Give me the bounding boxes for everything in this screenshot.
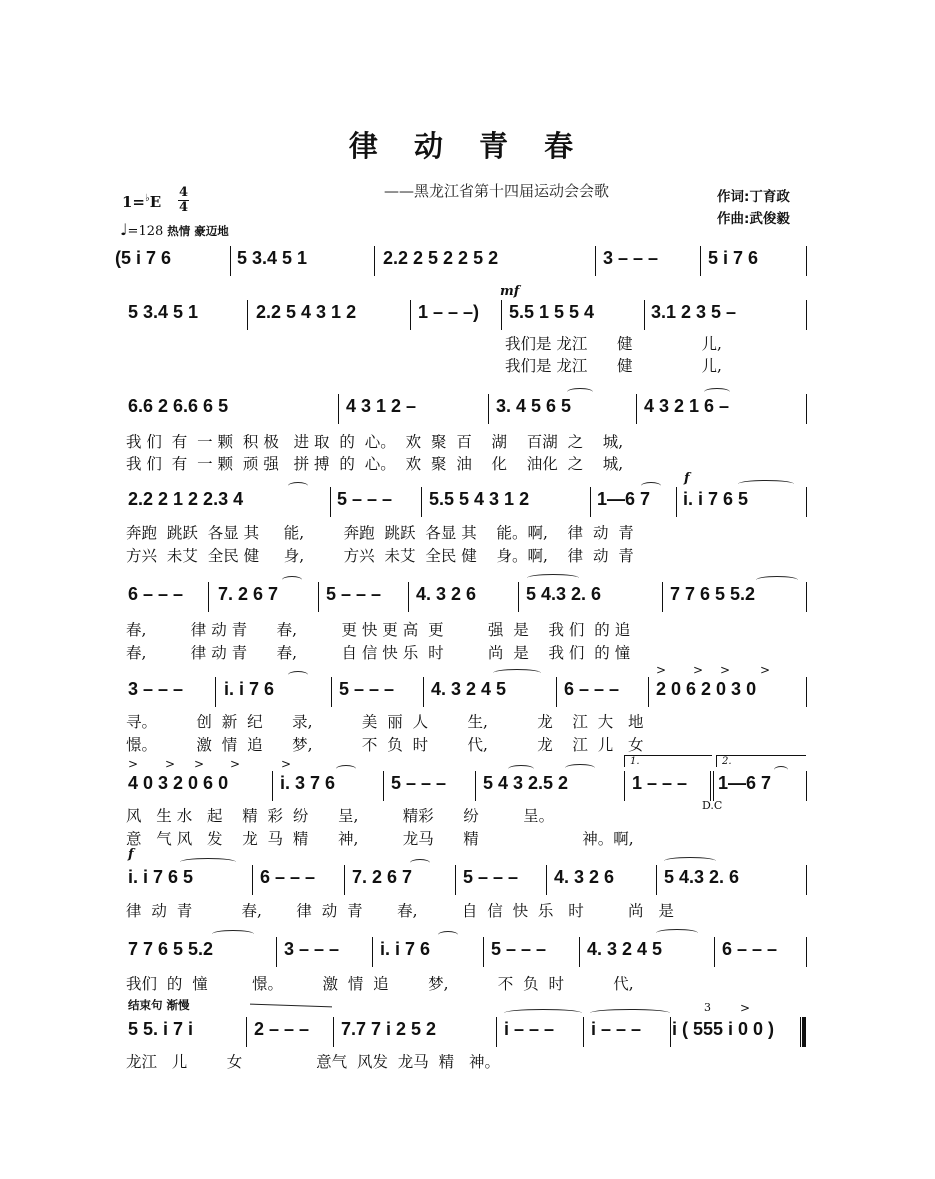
measure: 5 3.4 5 1: [237, 248, 308, 268]
measure: 7. 2 6 7: [352, 867, 413, 887]
measure: i. i 7 6 5: [128, 867, 194, 887]
measure: 5 4.3 2. 6: [526, 584, 602, 604]
measure: 1—6 7: [718, 773, 772, 793]
lyrics-verse-1: 春, 律 动 青 春, 更 快 更 高 更 强 是 我 们 的 追: [126, 621, 631, 639]
volta-1: 1.: [624, 755, 712, 767]
measure: 5 – – –: [463, 867, 519, 887]
measure: 1 – – –: [632, 773, 688, 793]
lyrics-verse-2: 我 们 有 一 颗 顽 强 拼 搏 的 心。 欢 聚 油 化 油化 之 城,: [126, 455, 624, 473]
flat-icon: ♭: [145, 193, 150, 204]
measure: 2.2 2 1 2 2.3 4: [128, 489, 244, 509]
measure: 5 – – –: [391, 773, 447, 793]
measure: 3. 4 5 6 5: [496, 396, 572, 416]
da-capo: D.C: [702, 799, 723, 812]
tempo-marking: ♩=128 热情 豪迈地: [120, 220, 229, 239]
measure: 6 – – –: [564, 679, 620, 699]
measure: 5.5 5 4 3 1 2: [429, 489, 530, 509]
measure: 3 – – –: [603, 248, 659, 268]
measure: 7.7 7 i 2 5 2: [341, 1019, 437, 1039]
measure: 1 – – –): [418, 302, 480, 322]
measure: i – – –: [504, 1019, 555, 1039]
measure: 6 – – –: [260, 867, 316, 887]
dynamic-f: f: [128, 847, 134, 862]
measure: i. 3 7 6: [280, 773, 336, 793]
lyrics-verse-1: 我 们 有 一 颗 积 极 进 取 的 心。 欢 聚 百 湖 百湖 之 城,: [126, 433, 624, 451]
triplet-marker: 3: [704, 1001, 711, 1014]
measure: 4 0 3 2 0 6 0: [128, 773, 229, 793]
lyrics-verse-2: 我们是 龙江 健 儿,: [505, 357, 722, 375]
measure: i. i 7 6: [224, 679, 275, 699]
song-title: 律 动 青 春: [348, 129, 587, 163]
lyrics-verse-2: 春, 律 动 青 春, 自 信 快 乐 时 尚 是 我 们 的 憧: [126, 644, 631, 662]
measure: 7 7 6 5 5.2: [670, 584, 756, 604]
measure: 4. 3 2 4 5: [431, 679, 507, 699]
measure: 5 – – –: [491, 939, 547, 959]
measure: 7 7 6 5 5.2: [128, 939, 214, 959]
measure: 3 – – –: [284, 939, 340, 959]
measure: 5 i 7 6: [708, 248, 759, 268]
measure: 5 4.3 2. 6: [664, 867, 740, 887]
measure: 6.6 2 6.6 6 5: [128, 396, 229, 416]
final-barline: [800, 1017, 806, 1047]
measure: i. i 7 6 5: [683, 489, 749, 509]
time-signature: 4 4: [178, 185, 189, 215]
decrescendo-hairpin: [250, 1004, 332, 1017]
measure: (5 i 7 6: [115, 248, 172, 268]
lyrics-verse-1: 我们是 龙江 健 儿,: [505, 335, 722, 353]
measure: i – – –: [591, 1019, 642, 1039]
measure: 5 – – –: [326, 584, 382, 604]
lyrics-verse-1: 龙江 儿 女 意气 风发 龙马 精 神。: [126, 1053, 500, 1071]
lyricist: 作词:丁育政: [717, 189, 790, 205]
measure: 5 3.4 5 1: [128, 302, 199, 322]
measure: 4. 3 2 6: [416, 584, 477, 604]
lyrics-verse-2: 憬。 激 情 追 梦, 不 负 时 代, 龙 江 儿 女: [126, 736, 644, 754]
song-subtitle: ——黑龙江省第十四届运动会会歌: [384, 182, 610, 200]
measure: i ( 555 i 0 0 ): [672, 1019, 775, 1039]
measure: 5 – – –: [337, 489, 393, 509]
credits: [717, 186, 790, 230]
measure: 4. 3 2 4 5: [587, 939, 663, 959]
measure: 7. 2 6 7: [218, 584, 279, 604]
measure: 6 – – –: [128, 584, 184, 604]
lyrics-verse-1: 我们 的 憧 憬。 激 情 追 梦, 不 负 时 代,: [126, 975, 634, 993]
lyrics-verse-1: 奔跑 跳跃 各显 其 能, 奔跑 跳跃 各显 其 能。啊, 律 动 青: [126, 524, 634, 542]
composer: 作曲:武俊毅: [717, 211, 790, 227]
measure: 1—6 7: [597, 489, 651, 509]
measure: 2 0 6 2 0 3 0: [656, 679, 757, 699]
measure: i. i 7 6: [380, 939, 431, 959]
volta-2: 2.: [716, 755, 806, 767]
sheet-music-page: 律 动 青 春 ——黑龙江省第十四届运动会会歌 作词:丁育政 作曲:武俊毅 1=♭E 4 4 ♩=128 热情 豪迈地 (5 i 7 6 5 3.4 5 1 2.2 2 5 2 2 5 2 3 – – – 5 i 7 6 mf 5 3.4 5 1 2.2 5 4 3 1 2 1 – – –) 5.5 1 5 5 4 3.1 2 3 5 – 我们是 龙江 健 儿, 我们是 龙江 健 儿, 6.6 2 6.6 6 5 4 3 1 2 – 3. 4 5 6 5 4 3 2 1 6 – 我 们 有 一 颗 积 极 进 取 的 心。 欢 聚 百 湖 百湖 之 城, 我 们 有 一 颗 顽 强 拼 搏 的 心。 欢 聚 油 化 油化 之 城, f 2.2 2 1 2 2.3 4 5 – – – 5.5 5 4 3 1 2 1—6 7 i. i 7 6 5 奔跑 跳跃 各显 其 能, 奔跑 跳跃 各显 其 能。啊, 律 动 青 方兴 未艾 全民 健 身, 方兴 未艾 全民 健 身。啊, 律 动 青 6 – – – 7. 2 6 7 5 – – – 4. 3 2 6 5 4.3 2. 6 7 7 6 5 5.2 春, 律 动 青 春, 更 快 更 高 更 强 是 我 们 的 追 春, 律 动 青 春, 自 信 快 乐 时 尚 是 我 们 的 憧 > > > > 3 – – – i. i 7 6 5 – – – 4. 3 2 4 5 6 – – – 2 0 6 2 0 3 0 寻。 创 新 纪 录, 美 丽 人 生, 龙 江 大 地 憬。 激 情 追 梦, 不 负 时 代, 龙 江 儿 女 > > > > > 1. 2. D.C 4 0 3 2 0 6 0 i. 3 7 6 5 – – – 5 4 3 2.5 2 1 – – – 1—6 7 风 生 水 起 精 彩 纷 呈, 精彩 纷 呈。 意 气 风 发 龙 马 精 神, 龙马 精 神。啊, f i. i 7 6 5 6 – – – 7. 2 6 7 5 – – – 4. 3 2 6 5 4.3 2. 6 律 动 青 春, 律 动 青 春, 自 信 快 乐 时 尚 是 7 7 6 5 5.2 3 – – – i. i 7 6 5 – – – 4. 3 2 4 5 6 – – – 我们 的 憧 憬。 激 情 追 梦, 不 负 时 代, 结束句 渐慢 3 > 5 5. i 7 i 2 – – – 7.7 7 i 2 5 2 i – – – i – – – i ( 555 i 0 0 ) 龙江 儿 女 意气 风发 龙马 精 神。: [0, 0, 935, 1179]
measure: 4. 3 2 6: [554, 867, 615, 887]
measure: 3.1 2 3 5 –: [651, 302, 737, 322]
measure: 4 3 2 1 6 –: [644, 396, 730, 416]
measure: 2.2 5 4 3 1 2: [256, 302, 357, 322]
measure: 3 – – –: [128, 679, 184, 699]
measure: 4 3 1 2 –: [346, 396, 417, 416]
measure: 5 5. i 7 i: [128, 1019, 194, 1039]
key-signature: 1=♭E: [122, 193, 162, 211]
quarter-note-icon: ♩: [120, 220, 128, 239]
dynamic-mf: mf: [500, 284, 520, 299]
lyrics-verse-1: 风 生 水 起 精 彩 纷 呈, 精彩 纷 呈。: [126, 807, 555, 825]
measure: 6 – – –: [722, 939, 778, 959]
measure: 5.5 1 5 5 4: [509, 302, 595, 322]
measure: 2 – – –: [254, 1019, 310, 1039]
dynamic-f: f: [684, 471, 690, 486]
lyrics-verse-2: 意 气 风 发 龙 马 精 神, 龙马 精 神。啊,: [126, 830, 634, 848]
measure: 5 4 3 2.5 2: [483, 773, 569, 793]
lyrics-verse-2: 方兴 未艾 全民 健 身, 方兴 未艾 全民 健 身。啊, 律 动 青: [126, 547, 634, 565]
ending-label: 结束句 渐慢: [128, 998, 190, 1012]
lyrics-verse-1: 律 动 青 春, 律 动 青 春, 自 信 快 乐 时 尚 是: [126, 902, 674, 920]
measure: 2.2 2 5 2 2 5 2: [383, 248, 499, 268]
lyrics-verse-1: 寻。 创 新 纪 录, 美 丽 人 生, 龙 江 大 地: [126, 713, 644, 731]
measure: 5 – – –: [339, 679, 395, 699]
